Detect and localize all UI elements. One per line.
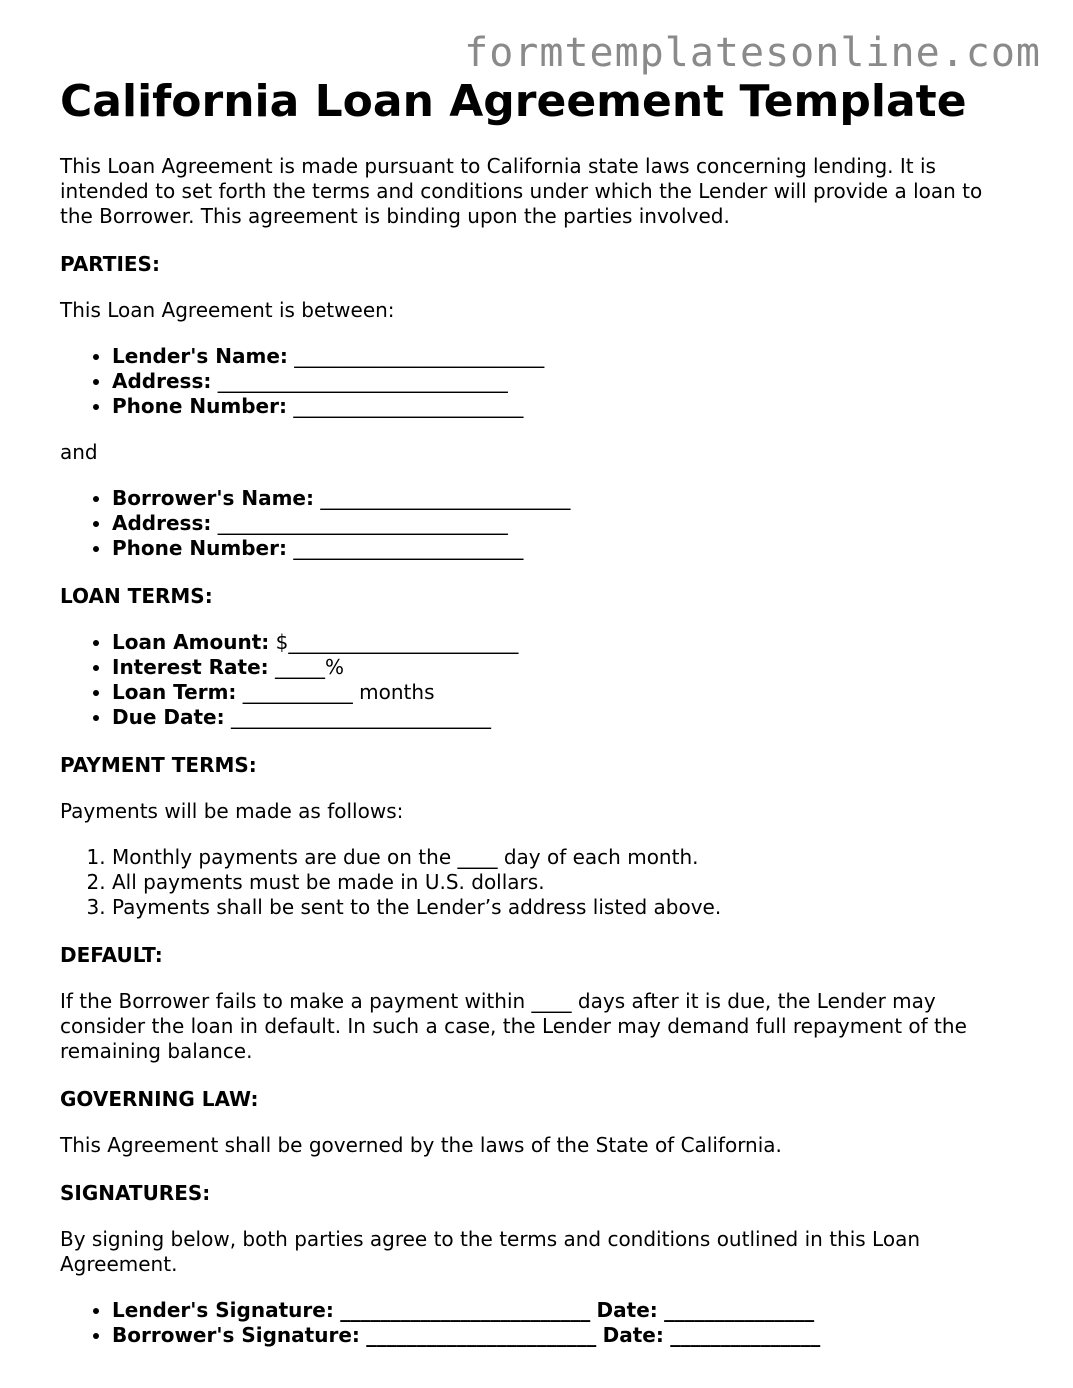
list-item	[112, 680, 1020, 705]
list-item	[112, 394, 1020, 419]
borrower-name-label: Borrower's Name:	[112, 486, 314, 510]
and-text: and	[60, 440, 98, 464]
borrower-signature-field: _______________________	[366, 1323, 597, 1347]
page-title: California Loan Agreement Template	[60, 76, 967, 127]
governing-law-heading: GOVERNING LAW:	[60, 1087, 259, 1111]
list-item	[112, 705, 1020, 730]
list-item	[112, 630, 1020, 655]
list-item	[112, 1323, 1020, 1348]
loan-amount-label: Loan Amount:	[112, 630, 270, 654]
borrower-date-field: _______________	[670, 1323, 821, 1347]
default-paragraph: If the Borrower fails to make a payment within ____ days after it is due, the Lender may consider the loan in default. In such a case, the Lender may demand full repayment of the remaining balance.	[60, 989, 967, 1063]
lender-signature-field: _________________________	[340, 1298, 591, 1322]
list-item	[112, 486, 1020, 511]
borrower-details-list	[60, 486, 1020, 561]
due-date-field: __________________________	[230, 705, 491, 729]
lender-name-field: _________________________	[294, 344, 545, 368]
list-item	[112, 344, 1020, 369]
lender-signature-label: Lender's Signature:	[112, 1298, 334, 1322]
list-item: 1. Monthly payments are due on the ____ day of each month.	[112, 845, 1020, 870]
borrower-name-field: _________________________	[320, 486, 571, 510]
lender-details-list	[60, 344, 1020, 419]
payment-terms-list	[60, 845, 1020, 920]
list-item: 3. Payments shall be sent to the Lender’s address listed above.	[112, 895, 1020, 920]
loan-term-field: ___________ months	[242, 680, 435, 704]
list-item	[112, 511, 1020, 536]
signatures-heading: SIGNATURES:	[60, 1181, 211, 1205]
borrower-phone-field: _______________________	[293, 536, 524, 560]
list-item	[112, 1298, 1020, 1323]
payment-terms-heading: PAYMENT TERMS:	[60, 753, 257, 777]
interest-rate-label: Interest Rate:	[112, 655, 269, 679]
lender-address-field: _____________________________	[217, 369, 508, 393]
lender-address-label: Address:	[112, 369, 212, 393]
borrower-date-label: Date:	[602, 1323, 664, 1347]
lender-date-label: Date:	[596, 1298, 658, 1322]
list-item	[112, 655, 1020, 680]
payment-terms-lead: Payments will be made as follows:	[60, 799, 404, 823]
list-item	[112, 369, 1020, 394]
signatures-list	[60, 1298, 1020, 1348]
loan-terms-heading: LOAN TERMS:	[60, 584, 213, 608]
due-date-label: Due Date:	[112, 705, 225, 729]
lender-phone-field: _______________________	[293, 394, 524, 418]
lender-date-field: _______________	[664, 1298, 815, 1322]
document-page	[60, 76, 1020, 1348]
lender-phone-label: Phone Number:	[112, 394, 287, 418]
intro-paragraph: This Loan Agreement is made pursuant to California state laws concerning lending. It is intended to set forth the terms and conditions under which the Lender will provide a loan to the Borrower. This agreement is binding upon the parties involved.	[60, 154, 983, 228]
signatures-paragraph: By signing below, both parties agree to the terms and conditions outlined in this Loan Agreement.	[60, 1227, 920, 1276]
list-item: 2. All payments must be made in U.S. dollars.	[112, 870, 1020, 895]
borrower-phone-label: Phone Number:	[112, 536, 287, 560]
interest-rate-field: _____%	[275, 655, 345, 679]
parties-heading: PARTIES:	[60, 252, 160, 276]
parties-lead: This Loan Agreement is between:	[60, 298, 395, 322]
loan-term-label: Loan Term:	[112, 680, 237, 704]
default-heading: DEFAULT:	[60, 943, 163, 967]
watermark: formtemplatesonline.com	[464, 30, 1041, 76]
borrower-address-label: Address:	[112, 511, 212, 535]
loan-amount-field: $_______________________	[275, 630, 519, 654]
list-item	[112, 536, 1020, 561]
loan-terms-list	[60, 630, 1020, 730]
borrower-signature-label: Borrower's Signature:	[112, 1323, 360, 1347]
lender-name-label: Lender's Name:	[112, 344, 288, 368]
borrower-address-field: _____________________________	[217, 511, 508, 535]
governing-law-paragraph: This Agreement shall be governed by the laws of the State of California.	[60, 1133, 782, 1157]
